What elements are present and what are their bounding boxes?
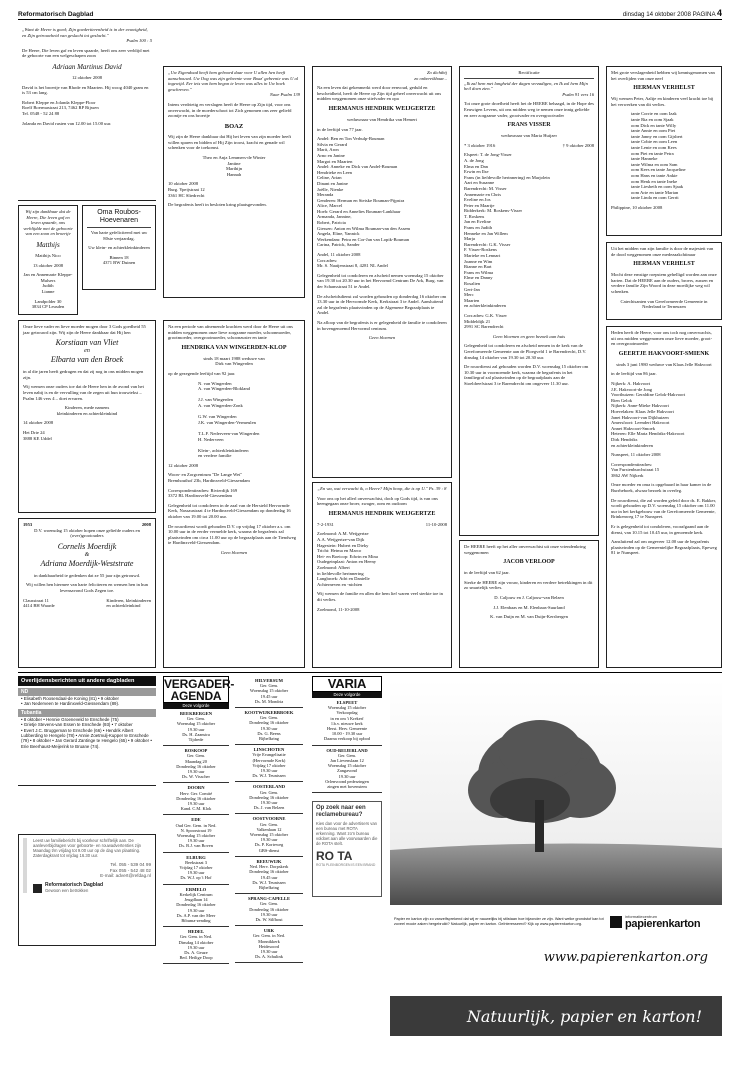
agenda-item (312, 698, 382, 746)
agenda-item-details: Vrije Evangelisatie (Hervormde Kerk) Vrijdag 17 oktober 19.30 uur Ds. W.J. Teunissen (252, 752, 286, 779)
agenda-item-place: BOSKOOP (184, 748, 208, 754)
advert-email-link[interactable]: E-mail: advert@refdag.nl (100, 873, 151, 879)
agenda-item-place: HEDEL (187, 929, 205, 935)
deceased-name: HERMANUS HENDRIK WEIJGERTZE (328, 510, 436, 517)
papierenkarton-logo-icon (610, 916, 622, 928)
agenda-item (235, 708, 303, 745)
agenda-item-details: Ger. Gem. Donderdag 16 oktober 19.30 uur Ds. G. Beens Bijbelkring (249, 715, 289, 742)
page-header (18, 8, 722, 20)
anniversary-ad-moerdijk: 1953 2008 D.V. woensdag 15 oktober hopen onze geliefde ouders en (over)grootouders Cornelis Moerdijk & Adriana Moerdijk-Weststrate in dankbaarheid te gedenken dat ze 55 jaar zijn getrouwd. Wij willen hen hiermee van harte feliciteren en wensen hen in hun levensavond Gods Zegen toe. Clausstraat 11 4414 BH Waarde Kinderen, kleinkinderen en achterkleinkind (18, 518, 156, 668)
agenda-item (163, 746, 229, 783)
deceased-name: JACOB VERLOOP (503, 559, 555, 566)
agenda-item-place: OOSTERLAND (252, 784, 286, 790)
obituary-weijgertze-family: Zo dichtbij zo onbereikbaar... Na een leven dat gekenmerkt werd door eenvoud, geduld en bescheidheid, heeft de Heere op Zijn tijd geheel onverwacht uit ons midden weggenomen onze stiefvader en opa HERMANUS HENDRIK WEIJGERTZE weduwnaar van Hendrika van Hemert in de leeftijd van 77 jaar. Andel: Ben en Ton Verhulp-Bouman Silvia en Gerard Marit, Aron Arno en Janine Margot en Maarten Andel: Anneke en Dick van Andel-Bouman Hendrieke en Leen Celine, Arian Dinant en Janine Joëlle, Nienke Meranda Genderen: Herman en Sietske Bouman-Pijpstra Alice, Marcel Hoeh: Gerard en Annelies Bouman-Lankhaar Armanda, Jannine, Robert, Patricia Giessen: Anton en Wilma Bouman-van den Assem Angela, Eline, Yannick Werkendam: Petra en Cor-Jan van Lopik-Bouman Carina, Patrick, Sander Andel, 11 oktober 2008 Corr.adres: Mr. S. Naaijenstraat 8, 4281 NL Andel Gelegenheid tot condoleren en afscheid nemen woensdag 15 oktober van 19.30 tot 20.30 uur in het Hervormd Centrum De Ark, Burg. van der Schansstraat 51 te Andel. De afscheidsdienst zal worden gehouden op donderdag 16 oktober om 13.30 uur in de Hervormde Kerk, Kerkstraat 3 te Andel. Aansluitend zal de begrafenis plaatsvinden op de Algemene Begraafplaats te Andel. Na afloop van de begrafenis is er gelegenheid de familie te condoleren in bovengenoemd Hervormd centrum. Geen bloemen (312, 66, 452, 478)
agenda-item-place: OOSTVOORNE (252, 816, 286, 822)
condolence-ad-verhelst-catechism: Uit het midden van zijn familie is door de majesteit van de dood weggenomen onze medezaakchtinaar HERMAN VERHELST Mocht deze ernstige roepstem gehelligd worden aan onze harten. Dat de HEERE aan de ouders, broers, zussen en verdere familie Zijn Woord in deze moeilijke weg wil schenken. Catechisanten van Gereformeerde Gemeente in Nederland te Terneuzen (606, 242, 722, 320)
agenda-column-2 (235, 676, 303, 964)
overview-title: Overlijdensberichten uit andere dagbladen (18, 676, 156, 686)
agenda-item-details: Woensdag 15 oktober Verkoopdag in en om 't Krekerf l.b.v. nieuwe kerk Herst. Herv. Gemeente 10.00 - 19.30 uur Daarna verkoop bij opbod (324, 705, 370, 742)
papierenkarton-slogan: Natuurlijk, papier en karton! (390, 996, 722, 1036)
varia-title: VARIA (312, 676, 382, 692)
agenda-item-place: SPRANG-CAPELLE (247, 896, 291, 902)
agenda-item-place: ELBURG (186, 854, 206, 860)
agenda-item (235, 676, 303, 708)
obituary-weijgertze-zoelmond: „En wa, wat verwacht ik, o Heere? Mijn hoop, die is op U." Ps. 39 : 8 Voor ons op het allerl onverwachtst, doch op Gods tijd, is van ons heengegaan onze broer, zwager, oom en oudoom HERMANUS HENDRIK WEIJGERTZE 7-2-1931 11-10-2008 Zoelmond: A.M. Weijgertze A.A. Weijgertze-van Dijk Hagestein: Hubert en Dieky Tricht: Hetma en Marco Hei- en Boeicop: Edwin en Mina Oudegeinplaat: Anton en Heeny Zoelmond: Albert in liefdevolle herinnering Langbroek: Adri en Danielle Achterneven en -nichten Wij wensen de familie en allen die hem lief waren veel sterkte toe in dit verlies. Zoelmond, 11-10-2008 (312, 482, 452, 668)
deceased-name: HERMAN VERHELST (633, 85, 695, 92)
agenda-item-details: Herv. Ger. Comité Donderdag 16 oktober 19.30 uur Kand. C.M. Klok (176, 790, 216, 812)
agenda-item-place: ELSPEET (336, 700, 358, 705)
agenda-item (235, 745, 303, 782)
papierenkarton-url[interactable]: www.papierenkarton.org (543, 950, 708, 965)
agenda-item-details: Ger. Gem. Valkenlaan 12 Woensdag 15 oktober 19.30 uur Ds. P. Korteweg GBS-dienst (249, 821, 289, 853)
papierenkarton-textbar: Papier en karton zijn zo vanzelfsprekend dat wij er nauwelijks bij stilstaan hoe bijzonder ze zijn. Want welke grondstof kan tot zoveel mooie zaken hergebruikt? Natuurlijk, papier en karton. Geïnteresseerd? Kijk op www.papierenkarton.org. informatiecentrum papierenkarton (394, 914, 701, 930)
agenda-item-place: HILVERSUM (255, 678, 283, 683)
rd-logo-icon (33, 884, 42, 893)
agenda-item (163, 815, 229, 852)
agenda-item (163, 783, 229, 815)
obituary-frans-visser: Rectificatie „Ik zal hem met langheid der dagen verzadigen, en Ik zal hem Mijn heil doen zien." Psalm 91 vers 16 Tot onze grote droefheid heeft het de HEERE behaagd, in de Hope des Eeuwigen Levens, uit ons midden weg te nemen onze innig geliefde en zeer zorgzame vader, grootvader en overgrootvader FRANS VISSER weduwnaar van Maria Huijzer * 3 oktober 1916 † 9 oktober 2008 Elspeet: T. de Jong-Visser A. de Jong Elma en Dan Erwin en Ilse Frans (in liefdevolle herinnering) en Marjolein Aart en Susanne Barendrecht: M. Visser Annemarie en Chris Eveline en Jos Peter en Maartje Ridderkerk: M. Roskens-Visser T. Roskens Jan en Eveline Frans en Judith Henneke en Jan Willem Marja Barendrecht: G.K. Visser F. Visser-Roskens Marieke en Lennart Joanne en Wim Rianne en Bart Frans en Wilma Elme en Danny Rosalien Gert-Jan Merc Maarten en achterkleinkinderen Corr.adres: G.K. Visser Middeldijk 21 2991 SC Barendrecht Geen bloemen en geen bezoek aan huis Gelegenheid tot condoleren en afscheid nemen in de kerk van de Gereformeerde Gemeente aan de Ploegveld 1 te Barendrecht, D.V. dinsdag 14 oktober van 19.30 tot 20.30 uur. De rouwdienst zal gehouden worden D.V. woensdag 15 oktober om 10.30 uur in voornoemde kerk, waarna de begrafenis in het familiegraf zal plaatsvinden op de begraafplaats aan de Stoeldreefstraat 3 te Barendrecht om ongeveer 11.30 uur. (459, 66, 599, 536)
anniversary-ad-van-vliet: Onze lieve vader en lieve moeder mogen door 3 Gods goedheid 55 jaar getrouwd zijn. Wij zijn de Heere dankbaar dat Hij hen Korstiaan van Vliet en Elbarta van den Broek in al die jaren heeft gedragen en dat zij nog in ons midden mogen zijn. Wij wensen onze ouders toe dat de Heere hen in de avond van het leven nabij is en de vervulling van de zegen uit hun trouwtekst – Psalm 146 vers 4 – doet ervaren. Kinderen, mede namens kleinkinderen en achterkleinkind 14 oktober 2008 Het Drie 24 3888 KE Uddel (18, 320, 156, 513)
agenda-item (235, 814, 303, 856)
other-newspapers-overview: Overlijdensberichten uit andere dagbladen ND • Elisabeth Roosendaal-de Koning (81) • 9 oktober • Jan Nederveen te Hardinxveld-Giessendam (89). Tubantia • 8 oktober • Hennie Groeneveld te Enschede (75) • Grietje Stevens-van Essen te Enschede (93) • 7 oktober • Evert J.C. Bruggeman te Enschede (66) • Hendrik Albert Lubberding te Hengelo (78) • Annie Zoetmulj-Kupper te Enschede (79) • 8 oktober • Jan Gerard Zantinge te Hengelo (65) • 9 oktober • Erie Beerhaust-Meijerink te Bruane (74). (18, 676, 156, 786)
deceased-name: HERMAN VERHELST (633, 261, 695, 268)
agenda-item-details: Beekstraat 3 Vrijdag 17 oktober 19.30 uur Ds. W.J. op 't Hof (179, 859, 213, 881)
agenda-item (163, 709, 229, 746)
agenda-item (312, 746, 382, 794)
agenda-item-details: Ger. Gem. Jan Lievenslaan 12 Woensdag 15 oktober Zangavond 19.30 uur Orlenvoond pederzingen zingen met bovenstem (325, 752, 369, 790)
agenda-item-details: Ned. Herv. Dorpskerk Donderdag 16 oktober 19.45 uur Ds. W.J. Teunissen Bijbelkring (249, 864, 289, 890)
condolence-ad-verhelst-family: Met grote verslagenheid hebben wij kennisgenomen van het overlijden van onze neef HERMAN VERHELST Wij wensen Peter, Aaltje en kinderen veel kracht toe bij het verwerken van dit verlies. tante Corrie en oom Izak tante Ria en oom Sjaak oom Dick en tante Willy tante Annie en oom Piet tante Janny en oom Gijsbert tante Cobie en oom Leen tante Lenie en oom Kees oom Piet en tante Petra tante Hanneke tante Wilma en oom Sam oom Kees en tante Jacqueline oom Hans en tante Ankie oom Henk en tante Ineke tante Liesbeth en oom Sjaak oom Arie en tante Marian tante Linda en oom Gerrit Philippine, 10 oktober 2008 (606, 66, 722, 236)
agenda-item-details: Ger. Gem. in Ned. Monnikkerk Heidesoord 19.30 uur Ds. A. Schulink (252, 933, 286, 960)
deceased-name: HENDRIKA VAN WINGERDEN-KLOP (181, 344, 287, 351)
agenda-item-place: URK (263, 928, 275, 934)
agenda-item (235, 894, 303, 926)
agenda-item-details: Ger. Gem. Donderdag 16 oktober 19.30 uur Ds. W. Silfhout (249, 901, 289, 922)
varia-section: VARIA Deze volgorde ELSPEET Woensdag 15 oktober Verkoopdag in en om 't Krekerf l.b.v. nieuwe kerk Herst. Herv. Gemeente 10.00 - 19.30 uur Daarna verkoop bij opbod OUD-BEIJERLAND Ger. Gem. Jan Lievenslaan 12 Woensdag 15 oktober Zangavond 19.30 uur Orlenvoond pederzingen zingen met bovenstem Op zoek naar een reclamebureau? Kies dan voor de advertisers van een bureau met ROTA erkenning. Want zo'n bureau voldoet aan alle voorwaarden die de ROTA stelt. RO TA ROTA PLEINBORGEN IS EEN BRAND (312, 676, 382, 1068)
birthday-ad-oma: Oma Roubos-Hoevenaren Van harte gefeliciteerd met uw 80ste verjaardag. Uw klein- en achterkleinkinderen Binnen 18 4371 BW Duinen (82, 205, 156, 290)
agenda-item-place: BEEKBERGEN (179, 711, 213, 716)
agenda-item-details: Ger. Gem. Donderdag 16 oktober 19.30 uur Ds. J. van Belzen (249, 789, 289, 811)
agenda-item-place: LINSCHOTEN (253, 747, 285, 753)
rd-advertising-contact: Leest uw familiebericht bij voorkeur schriftelijk aan. De aanleverbijdragen voor geboorte- en rouwadvertenties zijn Maandag t/m vrijdag tot 9.00 uur op de dag van plaatsing. Zaterdagkrant tot vrijdag 16.30 uur. Tel. 055 - 539 04 99 Fax 055 - 542 48 02 E-mail: advert@refdag.nl Reformatorisch Dagblad Gewoon een betrokken (18, 834, 156, 946)
agenda-item-place: DOORN (187, 785, 205, 791)
agenda-item (163, 853, 229, 885)
agenda-item-details: Ger. Gem. Woensdag 15 oktober 19.45 uur Ds. M. Mondria (249, 683, 289, 704)
obituary-boaz: „Uw Eigendoad heeft hem geboord daar voor U allen hen heeft aanschouwd. Uw Oog was zijn gebeente voor Boaz' gebeente was U al ingewijd. Eer iets van hem begon te leven was alles in Uw boek geschreven." Naar Psalm 139 Intens verdrietig en verslagen heeft de Heere op Zijn tijd, voor ons onverwacht, in de moederschoot tot Zich genomen ons zeer geliefd zoontje en ons broertje BOAZ Wij zijn de Heere dankbaar dat Hij het leven van zijn moeder heeft willen sparen en bidden of Hij Zijn troost, kracht en genade wil schenken voor de toekomst. Theo en Anja Lemmers-de Winter Jantine Marthijn Hannah 10 oktober 2008 Burg. Ypeijstraat 12 3361 HC Sliedrecht De begrafenis heeft in besloten kring plaatsgevonden. (163, 66, 305, 298)
agenda-item-details: Ger. Gem. Maandag 20 Donderdag 16 oktober 19.30 uur Ds. W. Visscher (176, 753, 216, 780)
agenda-item (163, 885, 229, 927)
agenda-item-details: Kerkelijk Centrum Jeugdlaan 14 Donderdag 16 oktober 19.30 uur Ds. A.P. van der Meer Bibuma-zending (176, 891, 216, 923)
obituary-van-wingerden: Na een periode van afnemende krachten werd door de Heere uit ons midden weggenomen onze lieve zorgzame moeder, schoonmoeder, grootmoeder, overgrootmoeder, schoonzuster en tante HENDRIKA VAN WINGERDEN-KLOP sinds 18 maart 1988 weduwe van Dirk van Wingerden op de gezegende leeftijd van 92 jaar. N. van Wingerden A. van Wingerden-Blokland J.J. van Wingerden A. van Wingerden-Zonk G.W. van Wingerden J.K. van Wingerden-Vermeulen T.L.F. Nederveen-van Wingerden H. Nederveen Klein-, achterkleinkinderen en verdere familie 12 oktober 2008 Woon- en Zorgcentrum "De Lange Wei" Bremhouthof 23b, Hardinxveld-Giessendam Correspondentieadres: Rivierdijk 169 3372 BL Hardinxveld-Giessendam Gelegenheid tot condoleren in de zaal van de Hersteld Hervormde Kerk, Nassaustraat 4 te Hardinxveld-Giessendam op donderdag 16 oktober van 19.00 tot 20.00 uur. De rouwdienst wordt gehouden D.V. op vrijdag 17 oktober a.s. om 10.00 uur in de eerder vermelde kerk, waarna de begrafenis zal plaatsvinden om circa 11.00 uur op de begraafplaats aan de Tiendweg te Hardinxveld-Giessendam. Geen bloemen (163, 320, 305, 668)
deceased-name: HERMANUS HENDRIK WEIJGERTZE (328, 105, 436, 112)
publication-name: Reformatorisch Dagblad (18, 11, 94, 18)
papierenkarton-ad (390, 680, 722, 1068)
agenda-column-1 (163, 709, 229, 964)
agenda-title: VERGADER- AGENDA (164, 677, 235, 703)
rota-ad: Op zoek naar een reclamebureau? Kies dan voor de advertisers van een bureau met ROTA erkenning. Want zo'n bureau voldoet aan alle voorwaarden die de ROTA stelt. RO TA ROTA PLEINBORGEN IS EEN BRAND (312, 801, 382, 897)
rota-logo: RO TA (316, 849, 353, 864)
agenda-item-place: REEUWIJK (256, 858, 282, 864)
vergader-agenda: VERGADER- AGENDA Deze volgorde BEEKBERGEN Ger. Gem. Woensdag 15 oktober 19.30 uur Ds. H. Zaanstra Tijdrede BOSKOOP Ger. Gem. Maandag 20 Donderdag 16 oktober 19.30 uur Ds. W. Visscher DOORN Herv. Ger. Comité Donderdag 16 oktober 19.30 uur Kand. C.M. Klok EDE Oud Ger. Gem. in Ned. N. Spoorstraat 19 Woensdag 15 oktober 19.30 uur Ds. B.J. van Boven ELBURG Beekstraat 3 Vrijdag 17 oktober 19.30 uur Ds. W.J. op 't Hof ERMELO Kerkelijk Centrum Jeugdlaan 14 Donderdag 16 oktober 19.30 uur Ds. A.P. van der Meer Bibuma-zending HEDEL Ger. Gem. in Ned. Dinsdag 14 oktober 19.30 uur Ds. A. Geuze Bed. Heilige Doop HILVERSUM Ger. Gem. Woensdag 15 oktober 19.45 uur Ds. M. Mondria KOOTWIJKERBROEK Ger. Gem. Donderdag 16 oktober 19.30 uur Ds. G. Beens Bijbelkring LINSCHOTEN Vrije Evangelisatie (Hervormde Kerk) Vrijdag 17 oktober 19.30 uur Ds. W.J. Teunissen OOSTERLAND Ger. Gem. Donderdag 16 oktober 19.30 uur Ds. J. van Belzen OOSTVOORNE Ger. Gem. Valkenlaan 12 Woensdag 15 oktober 19.30 uur Ds. P. Korteweg GBS-dienst REEUWIJK Ned. Herv. Dorpskerk Donderdag 16 oktober 19.45 uur Ds. W.J. Teunissen Bijbelkring SPRANG-CAPELLE Ger. Gem. Donderdag 16 oktober 19.30 uur Ds. W. Silfhout URK Ger. Gem. in Ned. Monnikkerk Heidesoord 19.30 uur Ds. A. Schulink (163, 676, 305, 1068)
agenda-item-place: ERMELO (185, 886, 207, 892)
overview-section-tubantia: Tubantia (18, 709, 156, 717)
deceased-name: BOAZ (224, 122, 244, 130)
agenda-item (235, 782, 303, 814)
deceased-name: GEERTJE HAKVOORT-SMIENK (618, 350, 710, 357)
agenda-item-details: Ger. Gem. in Ned. Dinsdag 14 oktober 19.30 uur Ds. A. Geuze Bed. Heilige Doop (178, 934, 214, 961)
obituary-hakvoort: Heden heeft de Heere, voor ons toch nog onverwachts, uit ons midden weggenomen onze lieve moeder, groot- en overgrootmoeder GEERTJE HAKVOORT-SMIENK sinds 3 juni 1980 weduwe van Klaas Jelle Hakvoort in de leeftijd van 86 jaar. Nijkerk: A. Hakvoort J.E. Hakvoort-de Jong Voorthuizen: Geraldine Gelok-Hakvoort Rien Gelok Nijkerk: Anne-Mieke Hakvoort Hoevelaken: Klaas Jelle Hakvoort Janet Hakvoort-van Dijkhuizen Amersfoort: Leendert Hakvoort Annet Hakvoort-Smoek Heteren: Elle Maria Hendriks-Hakvoort Dirk Hendriks en achterkleinkinderen Nunspeet, 11 oktober 2008 Correspondentieadres: Van Furstenburchstraat 15 3862 AW Nijkerk Onze moeder en oma is opgebaard in haar kamer in de Burrheboek, alwaar bezoek in overleg. De rouwdienst, die zal worden geleid door ds. E. Bakker, wordt gehouden op D.V. woensdag 15 oktober om 11.00 uur in het kerkgebouw van de Gereformeerde Gemeente, Brinkenweg 17 te Nunspeet. Er is gelegenheid tot condoleren, voorafgaand aan de dienst, van 10.15 tot 10.45 uur, in genoemde kerk. Aansluitend zal om ongeveer 12.00 uur de begrafenis plaatsvinden op de Gemeentelijke Begraafplaats, Epeweg 81 te Nunspeet. (606, 326, 722, 668)
agenda-item (235, 926, 303, 963)
agenda-item (163, 927, 229, 964)
overview-section-nd: ND (18, 688, 156, 696)
agenda-item (235, 857, 303, 894)
birth-name: Adriaan Martinus David (52, 62, 122, 71)
agenda-item-details: Ger. Gem. Woensdag 15 oktober 19.30 uur Ds. H. Zaanstra Tijdrede (176, 716, 216, 743)
agenda-item-place: OUD-BEIJERLAND (326, 747, 368, 753)
agenda-item-place: EDE (191, 817, 201, 823)
deceased-name: FRANS VISSER (507, 122, 551, 129)
agenda-item-details: Oud Ger. Gem. in Ned. N. Spoorstraat 19 Woensdag 15 oktober 19.30 uur Ds. B.J. van Boven (175, 822, 217, 849)
birth-ad-adriaan: „Want de Heere is goed; Zijn goedertierenheid is in der eeuwigheid, en Zijn getrouwheid van geslacht tot geslacht." Psalm 100 : 5 De Heere, Die leven gaf en leven spaarde, heeft ons zeer verblijd met de geboorte van een welgeschapen zoon Adriaan Martinus David 12 oktober 2008 David is het broertje van Rhode en Maarten. Hij woog 4040 gram en is 53 cm lang. Robert Kleppe en Jolanda Kleppe-Floor Roelf Boermastraat 213, 7462 RP Rijssen Tel. 0548 - 52 24 88 Jolanda en David rusten van 12.00 tot 15.00 uur. (22, 27, 152, 126)
tree-landscape-illustration (390, 680, 722, 905)
condolence-ad-jacob-verloop: De HEERE heeft op het aller onverwachtst uit onze vriendenkring weggenomen JACOB VERLOOP in de leeftijd van 62 jaar. Sterke de HEERE zijn vrouw, kinderen en verdere betrekkingen in dit zo smartelijk verlies. D. Caljouw en J. Caljouw-van Belzen J.J. Elenbaas en M. Elenbaas-Suurland K. van Duijn en M. van Duijn-Kersbergen (459, 540, 599, 668)
birth-ad-matthijs: Wij zijn dankbaar dat de Heere, Die leven gaf en leven spaarde, ons verblijdde met de geboorte van een zoon en broertje Matthijs Matthijs Nico 13 oktober 2008 Jan en Annemarie Kleppe-Mulsers Judith Lianne Landpolder 30 3834 CP Leusden (18, 205, 78, 315)
agenda-item-place: KOOTWIJKERBROEK (244, 710, 294, 716)
page-date: dinsdag 14 oktober 2008 PAGINA 4 (622, 8, 722, 18)
